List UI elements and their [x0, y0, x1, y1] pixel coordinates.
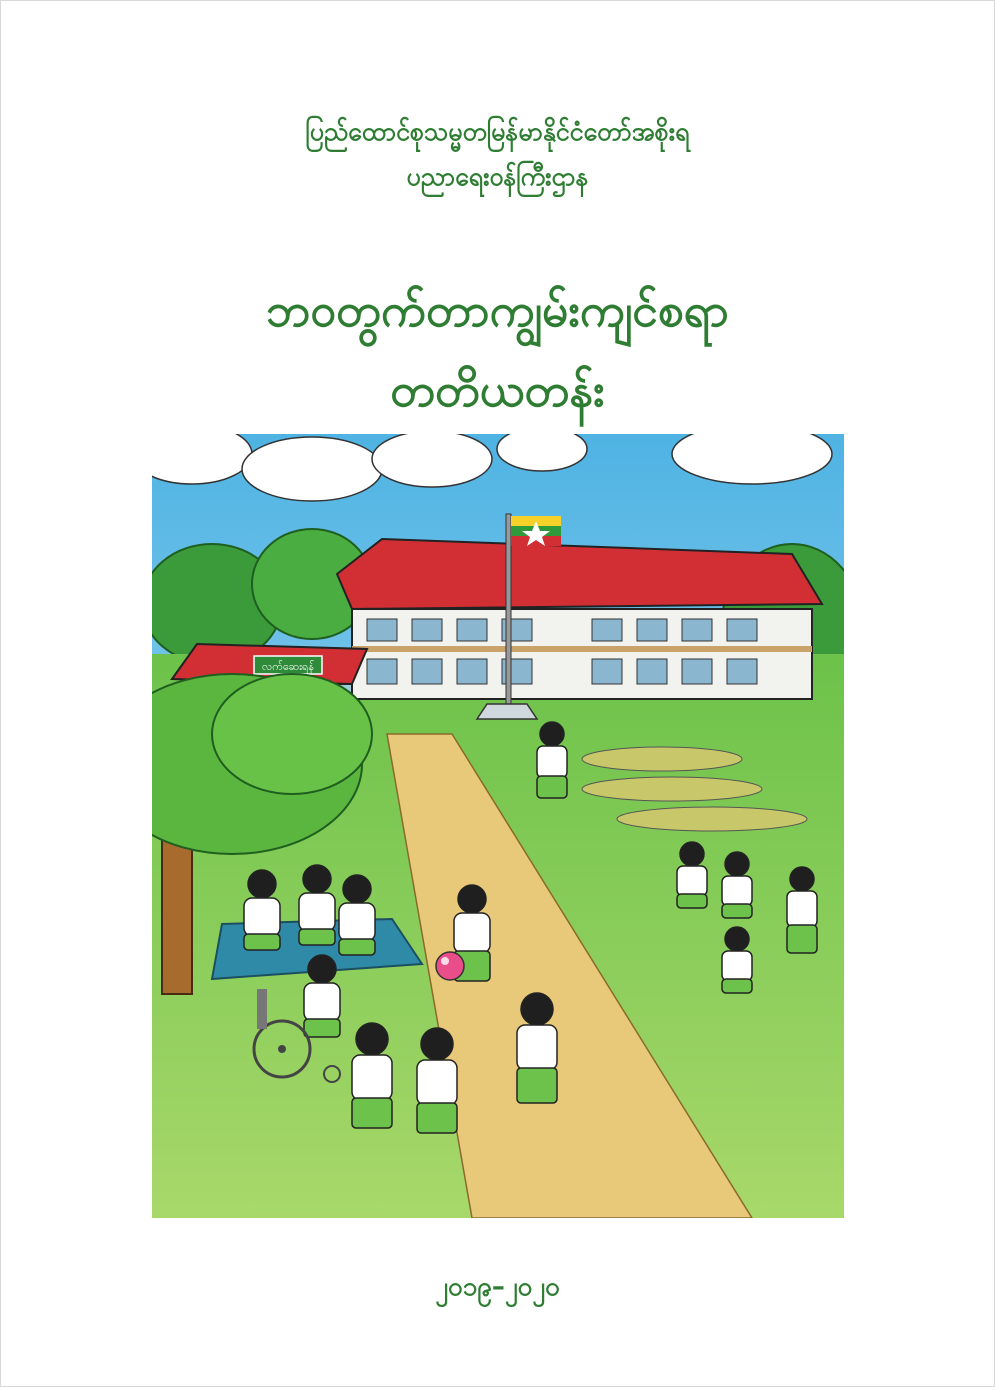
academic-year: ၂၀၁၉–၂၀၂၀ — [435, 1272, 560, 1302]
government-line: ပြည်ထောင်စုသမ္မတမြန်မာနိုင်ငံတော်အစိုးရ — [305, 117, 690, 146]
grade-label: တတိယတန်း — [390, 363, 605, 417]
school-building — [337, 539, 822, 699]
ministry-line: ပညာရေးဝန်ကြီးဌာန — [406, 162, 589, 191]
book-title: ဘဝတွက်တာကျွမ်းကျင်စရာ — [266, 283, 729, 337]
handwash-sign: လက်ဆေးရန် — [261, 660, 315, 673]
school-illustration — [152, 434, 844, 1218]
ball — [436, 952, 464, 980]
